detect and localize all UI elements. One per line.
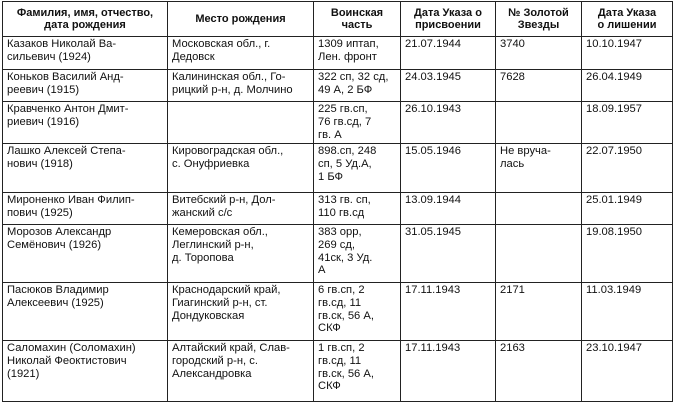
cell-line: с. Онуфриевка — [172, 157, 250, 170]
cell-line: Семёнович (1926) — [7, 238, 102, 251]
cell-line: Леглинский р-н, — [172, 238, 254, 251]
cell-name — [3, 70, 168, 102]
cell-line: Алтайский край, Слав- — [172, 342, 290, 354]
cell-name — [3, 144, 168, 193]
cell-line: 1 БФ — [318, 170, 344, 183]
cell-star-number: 3740 — [496, 37, 582, 70]
cell-line: Калининская обл., Го- — [172, 71, 286, 83]
table-body — [3, 37, 673, 402]
cell-line: д. Торопова — [172, 251, 234, 264]
header-star-number — [496, 2, 582, 37]
cell-birthplace — [168, 283, 314, 341]
cell-award-date: 13.09.1944 — [401, 193, 496, 225]
cell-line: рицкий р-н, д. Молчино — [172, 83, 293, 96]
cell-line: гв.ск, 56 А, — [318, 309, 374, 322]
header-line: Звезды — [517, 19, 560, 31]
document-page — [2, 1, 673, 402]
header-unit — [314, 2, 401, 37]
cell-line: (1921) — [7, 367, 40, 380]
cell-birthplace — [168, 102, 314, 144]
cell-line: Александровка — [172, 367, 252, 380]
cell-unit — [314, 37, 401, 70]
cell-line: 225 гв.сп, — [318, 103, 368, 115]
cell-line: Краснодарский край, — [172, 284, 281, 296]
cell-revoke-date: 18.09.1957 — [582, 102, 673, 144]
cell-award-date: 17.11.1943 — [401, 341, 496, 402]
cell-line: Не вруча- — [500, 145, 551, 157]
header-revoke-date — [582, 2, 673, 37]
header-line: № Золотой — [508, 6, 569, 19]
cell-line: 322 сп, 32 сд, — [318, 71, 389, 83]
cell-line: 1 гв.сп, 2 — [318, 342, 365, 354]
cell-line: СКФ — [318, 322, 341, 335]
cell-line: 49 А, 2 БФ — [318, 83, 373, 96]
cell-line: лась — [500, 157, 525, 170]
cell-unit — [314, 225, 401, 283]
cell-revoke-date: 11.03.1949 — [582, 283, 673, 341]
cell-unit — [314, 70, 401, 102]
cell-line: Витебский р-н, Дол- — [172, 194, 276, 206]
cell-birthplace — [168, 341, 314, 402]
header-birthplace — [168, 2, 314, 37]
cell-line: гв.сд, 11 — [318, 354, 362, 367]
cell-revoke-date: 26.04.1949 — [582, 70, 673, 102]
cell-line: 110 гв.сд — [318, 206, 365, 219]
cell-revoke-date: 23.10.1947 — [582, 341, 673, 402]
header-line: часть — [341, 19, 373, 31]
cell-line: Кировоградская обл., — [172, 145, 284, 157]
cell-unit — [314, 144, 401, 193]
cell-revoke-date: 10.10.1947 — [582, 37, 673, 70]
cell-line: Лашко Алексей Степа- — [7, 145, 126, 157]
cell-line: сильевич (1924) — [7, 50, 91, 63]
header-row — [3, 2, 673, 37]
header-award-date — [401, 2, 496, 37]
cell-award-date: 26.10.1943 — [401, 102, 496, 144]
cell-birthplace — [168, 193, 314, 225]
cell-star-number: 2163 — [496, 341, 582, 402]
cell-line: Саломахин (Соломахин) — [7, 342, 136, 354]
table-row — [3, 283, 673, 341]
cell-line: А — [318, 264, 326, 277]
cell-birthplace — [168, 70, 314, 102]
table-row — [3, 70, 673, 102]
cell-line: 1309 иптап, — [318, 38, 379, 50]
cell-line: 313 гв. сп, — [318, 194, 371, 206]
cell-revoke-date: 19.08.1950 — [582, 225, 673, 283]
cell-line: реевич (1915) — [7, 83, 80, 96]
table-row — [3, 144, 673, 193]
cell-unit — [314, 193, 401, 225]
cell-line: 76 гв.сд, 7 — [318, 115, 372, 128]
heroes-table — [2, 1, 673, 402]
header-line: о лишении — [597, 19, 657, 31]
cell-line: Мироненко Иван Филип- — [7, 194, 135, 206]
cell-line: Московская обл., г. — [172, 38, 271, 50]
header-line: Воинская — [330, 6, 384, 19]
cell-unit — [314, 102, 401, 144]
cell-star-number — [496, 144, 582, 193]
cell-star-number: 2171 — [496, 283, 582, 341]
cell-birthplace — [168, 144, 314, 193]
cell-revoke-date: 22.07.1950 — [582, 144, 673, 193]
header-line: Дата Указа — [597, 6, 657, 19]
cell-name — [3, 37, 168, 70]
cell-award-date: 21.07.1944 — [401, 37, 496, 70]
cell-award-date: 17.11.1943 — [401, 283, 496, 341]
cell-line: 383 орр, — [318, 226, 362, 238]
table-row — [3, 102, 673, 144]
cell-name — [3, 193, 168, 225]
cell-line: гв.сд, 11 — [318, 296, 362, 309]
cell-line: городский р-н, с. — [172, 354, 258, 367]
cell-award-date: 31.05.1945 — [401, 225, 496, 283]
cell-line: гв. А — [318, 128, 342, 141]
cell-line: Коньков Василий Анд- — [7, 71, 124, 83]
cell-line: Алексеевич (1925) — [7, 296, 104, 309]
table-row — [3, 193, 673, 225]
cell-line: Николай Феоктистович — [7, 354, 127, 367]
cell-name — [3, 102, 168, 144]
cell-line: 41ск, 3 Уд. — [318, 251, 373, 264]
cell-line: сп, 5 Уд.А, — [318, 157, 372, 170]
cell-star-number — [496, 193, 582, 225]
header-line: Дата Указа о — [414, 6, 482, 19]
cell-award-date: 24.03.1945 — [401, 70, 496, 102]
cell-line: 898.сп, 248 — [318, 145, 377, 157]
cell-birthplace — [168, 225, 314, 283]
table-row — [3, 37, 673, 70]
cell-name — [3, 283, 168, 341]
table-row — [3, 341, 673, 402]
cell-line: Казаков Николай Ва- — [7, 38, 117, 50]
header-line: присвоении — [415, 19, 481, 31]
cell-line: Кравченко Антон Дмит- — [7, 103, 129, 115]
cell-star-number: 7628 — [496, 70, 582, 102]
cell-line: гв.ск, 56 А, — [318, 367, 374, 380]
header-name — [3, 2, 168, 37]
cell-line: 6 гв.сп, 2 — [318, 284, 365, 296]
cell-line: СКФ — [318, 380, 341, 393]
cell-unit — [314, 283, 401, 341]
cell-line: Дондуковская — [172, 309, 245, 322]
cell-name — [3, 225, 168, 283]
cell-award-date: 15.05.1946 — [401, 144, 496, 193]
cell-line: пович (1925) — [7, 206, 73, 219]
header-line: Место рождения — [195, 12, 286, 25]
cell-line: Кемеровская обл., — [172, 226, 268, 238]
cell-unit — [314, 341, 401, 402]
cell-line: нович (1918) — [7, 157, 73, 170]
cell-birthplace — [168, 37, 314, 70]
header-line: дата рождения — [44, 19, 126, 31]
cell-line: Лен. фронт — [318, 50, 377, 63]
cell-line: 269 сд, — [318, 238, 356, 251]
cell-line: Пасюков Владимир — [7, 284, 109, 296]
cell-line: жанский с/с — [172, 206, 233, 219]
cell-name — [3, 341, 168, 402]
cell-revoke-date: 25.01.1949 — [582, 193, 673, 225]
table-row — [3, 225, 673, 283]
cell-line: Дедовск — [172, 50, 215, 63]
cell-line: Морозов Александр — [7, 226, 112, 238]
cell-line: риевич (1916) — [7, 115, 80, 128]
header-line: Фамилия, имя, отчество, — [16, 6, 154, 19]
cell-star-number — [496, 102, 582, 144]
cell-star-number — [496, 225, 582, 283]
cell-line: Гиагинский р-н, ст. — [172, 296, 268, 309]
